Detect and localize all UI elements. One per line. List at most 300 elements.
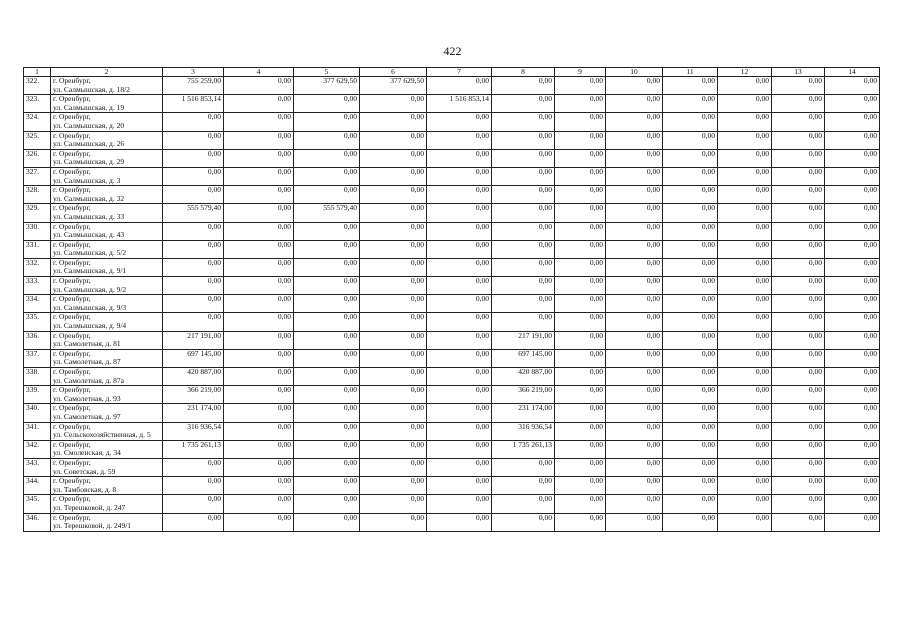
amount-cell: 1 735 261,13 bbox=[492, 440, 555, 458]
amount-cell: 0,00 bbox=[224, 313, 294, 331]
amount-cell: 0,00 bbox=[163, 131, 224, 149]
amount-cell: 0,00 bbox=[718, 404, 772, 422]
address-city: г. Оренбург, bbox=[53, 276, 91, 286]
table-row bbox=[24, 186, 880, 204]
amount-cell: 0,00 bbox=[663, 513, 718, 531]
amount-cell: 0,00 bbox=[360, 404, 427, 422]
amount-cell: 0,00 bbox=[163, 313, 224, 331]
amount-cell: 0,00 bbox=[294, 258, 360, 276]
amount-cell: 0,00 bbox=[224, 422, 294, 440]
row-number: 345. bbox=[24, 495, 51, 513]
amount-cell: 0,00 bbox=[718, 77, 772, 95]
amount-cell: 0,00 bbox=[224, 295, 294, 313]
row-number: 340. bbox=[24, 404, 51, 422]
amount-cell: 0,00 bbox=[663, 222, 718, 240]
amount-cell: 0,00 bbox=[825, 222, 880, 240]
amount-cell: 0,00 bbox=[294, 186, 360, 204]
address-street: ул. Салмышская, д. 19 bbox=[53, 102, 125, 112]
table-row bbox=[24, 77, 880, 95]
row-number: 342. bbox=[24, 440, 51, 458]
amount-cell: 0,00 bbox=[492, 131, 555, 149]
amount-cell: 0,00 bbox=[606, 422, 663, 440]
column-number-cell: 4 bbox=[224, 68, 294, 77]
table-row bbox=[24, 295, 880, 313]
amount-cell: 0,00 bbox=[825, 313, 880, 331]
amount-cell: 0,00 bbox=[427, 368, 492, 386]
row-number: 325. bbox=[24, 131, 51, 149]
address-street: ул. Тамбовская, д. 8 bbox=[53, 484, 117, 494]
amount-cell: 0,00 bbox=[492, 295, 555, 313]
amount-cell: 0,00 bbox=[718, 113, 772, 131]
amount-cell: 755 259,00 bbox=[163, 77, 224, 95]
amount-cell: 0,00 bbox=[163, 258, 224, 276]
amount-cell: 0,00 bbox=[224, 77, 294, 95]
amount-cell: 0,00 bbox=[825, 95, 880, 113]
table-row bbox=[24, 458, 880, 476]
amount-cell: 0,00 bbox=[163, 167, 224, 185]
amount-cell: 0,00 bbox=[772, 513, 825, 531]
table-row bbox=[24, 513, 880, 531]
amount-cell: 1 516 853,14 bbox=[427, 95, 492, 113]
address-street: ул. Самолетная, д. 87а bbox=[53, 375, 124, 385]
amount-cell: 0,00 bbox=[718, 422, 772, 440]
address-city: г. Оренбург, bbox=[53, 494, 91, 504]
amount-cell: 0,00 bbox=[718, 258, 772, 276]
amount-cell: 0,00 bbox=[772, 186, 825, 204]
column-number-cell: 11 bbox=[663, 68, 718, 77]
address-city: г. Оренбург, bbox=[53, 167, 91, 176]
amount-cell: 0,00 bbox=[427, 386, 492, 404]
amount-cell: 0,00 bbox=[492, 458, 555, 476]
amount-cell: 0,00 bbox=[606, 186, 663, 204]
amount-cell: 0,00 bbox=[555, 313, 606, 331]
table-row bbox=[24, 422, 880, 440]
amount-cell: 316 936,54 bbox=[163, 422, 224, 440]
amount-cell: 0,00 bbox=[772, 386, 825, 404]
address-cell bbox=[51, 495, 163, 513]
column-number-cell: 8 bbox=[492, 68, 555, 77]
address-street: ул. Советская, д. 59 bbox=[53, 466, 116, 476]
amount-cell: 0,00 bbox=[606, 131, 663, 149]
amount-cell: 0,00 bbox=[825, 167, 880, 185]
address-city: г. Оренбург, bbox=[53, 349, 91, 358]
address-street: ул. Салмышская, д. 33 bbox=[53, 211, 125, 221]
amount-cell: 0,00 bbox=[360, 368, 427, 386]
row-number: 335. bbox=[24, 313, 51, 331]
row-number: 333. bbox=[24, 277, 51, 295]
table-row bbox=[24, 131, 880, 149]
amount-cell: 0,00 bbox=[825, 258, 880, 276]
column-number-cell: 7 bbox=[427, 68, 492, 77]
table-row bbox=[24, 240, 880, 258]
address-street: ул. Салмышская, д. 32 bbox=[53, 193, 125, 203]
row-number: 344. bbox=[24, 477, 51, 495]
amount-cell: 0,00 bbox=[606, 513, 663, 531]
address-street: ул. Терешковой, д. 249/1 bbox=[53, 521, 132, 531]
amount-cell: 0,00 bbox=[825, 477, 880, 495]
amount-cell: 0,00 bbox=[606, 149, 663, 167]
amount-cell: 0,00 bbox=[825, 440, 880, 458]
address-city: г. Оренбург, bbox=[53, 513, 91, 522]
amount-cell: 0,00 bbox=[663, 95, 718, 113]
amount-cell: 0,00 bbox=[772, 149, 825, 167]
amount-cell: 0,00 bbox=[718, 167, 772, 185]
amount-cell: 0,00 bbox=[492, 258, 555, 276]
amount-cell: 0,00 bbox=[294, 167, 360, 185]
amount-cell: 0,00 bbox=[427, 149, 492, 167]
amount-cell: 0,00 bbox=[772, 404, 825, 422]
address-cell bbox=[51, 95, 163, 113]
amount-cell: 316 936,54 bbox=[492, 422, 555, 440]
amount-cell: 0,00 bbox=[825, 277, 880, 295]
address-street: ул. Салмышская, д. 3 bbox=[53, 175, 121, 185]
amount-cell: 0,00 bbox=[606, 295, 663, 313]
table-row bbox=[24, 204, 880, 222]
column-number-cell: 13 bbox=[772, 68, 825, 77]
address-cell bbox=[51, 331, 163, 349]
amount-cell: 0,00 bbox=[163, 113, 224, 131]
amount-cell: 0,00 bbox=[606, 204, 663, 222]
address-street: ул. Самолетная, д. 81 bbox=[53, 339, 121, 349]
amount-cell: 0,00 bbox=[825, 204, 880, 222]
amount-cell: 0,00 bbox=[360, 386, 427, 404]
amount-cell: 0,00 bbox=[663, 240, 718, 258]
amount-cell: 0,00 bbox=[360, 295, 427, 313]
table-row bbox=[24, 149, 880, 167]
row-number: 334. bbox=[24, 295, 51, 313]
address-cell bbox=[51, 77, 163, 95]
amount-cell: 0,00 bbox=[492, 313, 555, 331]
table-row bbox=[24, 113, 880, 131]
amount-cell: 0,00 bbox=[427, 349, 492, 367]
amount-cell: 0,00 bbox=[825, 295, 880, 313]
amount-cell: 0,00 bbox=[718, 131, 772, 149]
amount-cell: 0,00 bbox=[294, 331, 360, 349]
address-street: ул. Терешковой, д. 247 bbox=[53, 502, 126, 512]
amount-cell: 0,00 bbox=[718, 277, 772, 295]
amount-cell: 0,00 bbox=[825, 77, 880, 95]
amount-cell: 0,00 bbox=[427, 167, 492, 185]
amount-cell: 0,00 bbox=[224, 477, 294, 495]
amount-cell: 0,00 bbox=[294, 313, 360, 331]
row-number: 338. bbox=[24, 368, 51, 386]
amount-cell: 231 174,00 bbox=[163, 404, 224, 422]
address-city: г. Оренбург, bbox=[53, 476, 91, 486]
column-number-cell: 3 bbox=[163, 68, 224, 77]
amount-cell: 0,00 bbox=[427, 77, 492, 95]
amount-cell: 0,00 bbox=[224, 240, 294, 258]
amount-cell: 0,00 bbox=[294, 295, 360, 313]
amount-cell: 0,00 bbox=[772, 295, 825, 313]
amount-cell: 0,00 bbox=[718, 513, 772, 531]
amount-cell: 0,00 bbox=[427, 222, 492, 240]
amount-cell: 0,00 bbox=[718, 495, 772, 513]
amount-cell: 0,00 bbox=[606, 240, 663, 258]
amount-cell: 0,00 bbox=[163, 513, 224, 531]
amount-cell: 0,00 bbox=[224, 331, 294, 349]
amount-cell: 0,00 bbox=[427, 240, 492, 258]
amount-cell: 0,00 bbox=[427, 331, 492, 349]
amount-cell: 0,00 bbox=[606, 477, 663, 495]
amount-cell: 0,00 bbox=[606, 77, 663, 95]
amount-cell: 0,00 bbox=[294, 513, 360, 531]
amount-cell: 0,00 bbox=[825, 240, 880, 258]
amount-cell: 0,00 bbox=[663, 149, 718, 167]
amount-cell: 366 219,00 bbox=[163, 386, 224, 404]
amount-cell: 0,00 bbox=[718, 240, 772, 258]
amount-cell: 0,00 bbox=[427, 404, 492, 422]
amount-cell: 0,00 bbox=[555, 77, 606, 95]
address-city: г. Оренбург, bbox=[53, 331, 91, 340]
amount-cell: 0,00 bbox=[224, 386, 294, 404]
address-cell bbox=[51, 422, 163, 440]
amount-cell: 0,00 bbox=[224, 149, 294, 167]
address-city: г. Оренбург, bbox=[53, 440, 91, 449]
column-number-header bbox=[24, 68, 880, 77]
amount-cell: 0,00 bbox=[772, 277, 825, 295]
amount-cell: 0,00 bbox=[663, 131, 718, 149]
amount-cell: 0,00 bbox=[294, 95, 360, 113]
amount-cell: 0,00 bbox=[294, 222, 360, 240]
amount-cell: 0,00 bbox=[825, 186, 880, 204]
amount-cell: 0,00 bbox=[825, 149, 880, 167]
address-street: ул. Салмышская, д. 29 bbox=[53, 157, 125, 167]
amount-cell: 0,00 bbox=[163, 495, 224, 513]
amount-cell: 0,00 bbox=[663, 295, 718, 313]
address-city: г. Оренбург, bbox=[53, 385, 91, 395]
amount-cell: 0,00 bbox=[492, 222, 555, 240]
amount-cell: 0,00 bbox=[492, 513, 555, 531]
amount-cell: 0,00 bbox=[360, 204, 427, 222]
amount-cell: 0,00 bbox=[492, 186, 555, 204]
address-city: г. Оренбург, bbox=[53, 403, 91, 413]
amount-cell: 0,00 bbox=[427, 204, 492, 222]
amount-cell: 0,00 bbox=[772, 477, 825, 495]
amount-cell: 0,00 bbox=[360, 149, 427, 167]
amount-cell: 0,00 bbox=[555, 131, 606, 149]
table-row bbox=[24, 277, 880, 295]
amount-cell: 0,00 bbox=[663, 404, 718, 422]
row-number: 336. bbox=[24, 331, 51, 349]
address-cell bbox=[51, 113, 163, 131]
row-number: 337. bbox=[24, 349, 51, 367]
amount-cell: 0,00 bbox=[427, 186, 492, 204]
address-cell bbox=[51, 149, 163, 167]
table-row bbox=[24, 440, 880, 458]
page-number: 422 bbox=[443, 44, 462, 58]
amount-cell: 0,00 bbox=[606, 495, 663, 513]
amount-cell: 0,00 bbox=[360, 277, 427, 295]
address-cell bbox=[51, 222, 163, 240]
amount-cell: 0,00 bbox=[427, 477, 492, 495]
address-street: ул. Смоленская, д. 34 bbox=[53, 448, 121, 458]
amount-cell: 231 174,00 bbox=[492, 404, 555, 422]
amount-cell: 0,00 bbox=[224, 458, 294, 476]
amount-cell: 0,00 bbox=[772, 368, 825, 386]
amount-cell: 0,00 bbox=[606, 404, 663, 422]
table-row bbox=[24, 368, 880, 386]
amount-cell: 0,00 bbox=[224, 495, 294, 513]
amount-cell: 0,00 bbox=[163, 277, 224, 295]
row-number: 332. bbox=[24, 258, 51, 276]
amount-cell: 0,00 bbox=[224, 258, 294, 276]
amount-cell: 0,00 bbox=[163, 477, 224, 495]
amount-cell: 0,00 bbox=[427, 458, 492, 476]
column-number-cell: 1 bbox=[24, 68, 51, 77]
register-table bbox=[23, 67, 880, 532]
table-row bbox=[24, 258, 880, 276]
amount-cell: 0,00 bbox=[294, 477, 360, 495]
amount-cell: 0,00 bbox=[606, 349, 663, 367]
amount-cell: 0,00 bbox=[663, 277, 718, 295]
amount-cell: 0,00 bbox=[224, 277, 294, 295]
amount-cell: 0,00 bbox=[606, 386, 663, 404]
row-number: 343. bbox=[24, 458, 51, 476]
amount-cell: 0,00 bbox=[163, 186, 224, 204]
amount-cell: 0,00 bbox=[555, 477, 606, 495]
amount-cell: 0,00 bbox=[555, 277, 606, 295]
table-row bbox=[24, 477, 880, 495]
amount-cell: 217 191,00 bbox=[163, 331, 224, 349]
amount-cell: 0,00 bbox=[663, 313, 718, 331]
amount-cell: 0,00 bbox=[555, 458, 606, 476]
address-cell bbox=[51, 204, 163, 222]
amount-cell: 0,00 bbox=[772, 440, 825, 458]
amount-cell: 0,00 bbox=[772, 313, 825, 331]
amount-cell: 0,00 bbox=[718, 331, 772, 349]
amount-cell: 0,00 bbox=[294, 404, 360, 422]
amount-cell: 0,00 bbox=[772, 240, 825, 258]
address-street: ул. Сельскохозяйственная, д. 5 bbox=[53, 430, 151, 440]
table-row bbox=[24, 222, 880, 240]
amount-cell: 1 735 261,13 bbox=[163, 440, 224, 458]
table-row bbox=[24, 349, 880, 367]
amount-cell: 0,00 bbox=[606, 440, 663, 458]
amount-cell: 0,00 bbox=[360, 167, 427, 185]
address-city: г. Оренбург, bbox=[53, 240, 91, 249]
amount-cell: 0,00 bbox=[825, 458, 880, 476]
table-row bbox=[24, 313, 880, 331]
amount-cell: 0,00 bbox=[718, 222, 772, 240]
amount-cell: 0,00 bbox=[606, 95, 663, 113]
address-street: ул. Салмышская, д. 20 bbox=[53, 120, 125, 130]
row-number: 331. bbox=[24, 240, 51, 258]
amount-cell: 0,00 bbox=[772, 204, 825, 222]
row-number: 322. bbox=[24, 77, 51, 95]
address-cell bbox=[51, 240, 163, 258]
amount-cell: 0,00 bbox=[772, 349, 825, 367]
amount-cell: 0,00 bbox=[492, 149, 555, 167]
amount-cell: 0,00 bbox=[427, 131, 492, 149]
amount-cell: 0,00 bbox=[718, 458, 772, 476]
address-street: ул. Салмышская, д. 43 bbox=[53, 230, 125, 240]
amount-cell: 0,00 bbox=[294, 368, 360, 386]
amount-cell: 0,00 bbox=[427, 277, 492, 295]
amount-cell: 420 887,00 bbox=[163, 368, 224, 386]
amount-cell: 0,00 bbox=[492, 95, 555, 113]
amount-cell: 0,00 bbox=[360, 349, 427, 367]
amount-cell: 0,00 bbox=[163, 295, 224, 313]
amount-cell: 0,00 bbox=[772, 422, 825, 440]
amount-cell: 0,00 bbox=[224, 513, 294, 531]
amount-cell: 0,00 bbox=[427, 113, 492, 131]
amount-cell: 0,00 bbox=[825, 422, 880, 440]
row-number: 341. bbox=[24, 422, 51, 440]
amount-cell: 0,00 bbox=[772, 95, 825, 113]
amount-cell: 0,00 bbox=[825, 113, 880, 131]
amount-cell: 0,00 bbox=[772, 77, 825, 95]
amount-cell: 0,00 bbox=[360, 513, 427, 531]
amount-cell: 0,00 bbox=[606, 458, 663, 476]
address-street: ул. Самолетная, д. 93 bbox=[53, 393, 121, 403]
amount-cell: 0,00 bbox=[224, 204, 294, 222]
amount-cell: 0,00 bbox=[606, 222, 663, 240]
amount-cell: 0,00 bbox=[663, 331, 718, 349]
address-street: ул. Салмышская, д. 9/1 bbox=[53, 266, 127, 276]
amount-cell: 366 219,00 bbox=[492, 386, 555, 404]
address-city: г. Оренбург, bbox=[53, 94, 91, 104]
address-street: ул. Самолетная, д. 87 bbox=[53, 357, 121, 367]
amount-cell: 0,00 bbox=[606, 113, 663, 131]
amount-cell: 0,00 bbox=[427, 422, 492, 440]
amount-cell: 377 629,50 bbox=[360, 77, 427, 95]
amount-cell: 0,00 bbox=[163, 240, 224, 258]
amount-cell: 0,00 bbox=[772, 222, 825, 240]
amount-cell: 0,00 bbox=[606, 313, 663, 331]
amount-cell: 0,00 bbox=[163, 458, 224, 476]
amount-cell: 697 145,00 bbox=[492, 349, 555, 367]
amount-cell: 0,00 bbox=[224, 404, 294, 422]
table-row bbox=[24, 95, 880, 113]
address-street: ул. Салмышская, д. 9/4 bbox=[53, 321, 127, 331]
amount-cell: 0,00 bbox=[555, 240, 606, 258]
table-row bbox=[24, 404, 880, 422]
amount-cell: 1 516 853,14 bbox=[163, 95, 224, 113]
amount-cell: 0,00 bbox=[663, 186, 718, 204]
amount-cell: 0,00 bbox=[606, 331, 663, 349]
amount-cell: 0,00 bbox=[555, 386, 606, 404]
row-number: 328. bbox=[24, 186, 51, 204]
address-street: ул. Салмышская, д. 9/2 bbox=[53, 284, 127, 294]
amount-cell: 0,00 bbox=[360, 422, 427, 440]
amount-cell: 0,00 bbox=[663, 495, 718, 513]
address-city: г. Оренбург, bbox=[53, 185, 91, 195]
amount-cell: 0,00 bbox=[606, 277, 663, 295]
address-city: г. Оренбург, bbox=[53, 294, 91, 304]
address-cell bbox=[51, 477, 163, 495]
amount-cell: 0,00 bbox=[492, 277, 555, 295]
amount-cell: 0,00 bbox=[555, 204, 606, 222]
column-number-cell: 12 bbox=[718, 68, 772, 77]
amount-cell: 0,00 bbox=[825, 349, 880, 367]
row-number: 324. bbox=[24, 113, 51, 131]
amount-cell: 0,00 bbox=[427, 258, 492, 276]
amount-cell: 0,00 bbox=[224, 368, 294, 386]
amount-cell: 0,00 bbox=[825, 495, 880, 513]
table-row bbox=[24, 331, 880, 349]
amount-cell: 0,00 bbox=[663, 386, 718, 404]
amount-cell: 0,00 bbox=[224, 113, 294, 131]
amount-cell: 697 145,00 bbox=[163, 349, 224, 367]
amount-cell: 0,00 bbox=[360, 440, 427, 458]
row-number: 330. bbox=[24, 222, 51, 240]
amount-cell: 0,00 bbox=[294, 113, 360, 131]
amount-cell: 0,00 bbox=[360, 331, 427, 349]
amount-cell: 0,00 bbox=[555, 368, 606, 386]
amount-cell: 0,00 bbox=[492, 167, 555, 185]
amount-cell: 0,00 bbox=[294, 458, 360, 476]
address-cell bbox=[51, 386, 163, 404]
